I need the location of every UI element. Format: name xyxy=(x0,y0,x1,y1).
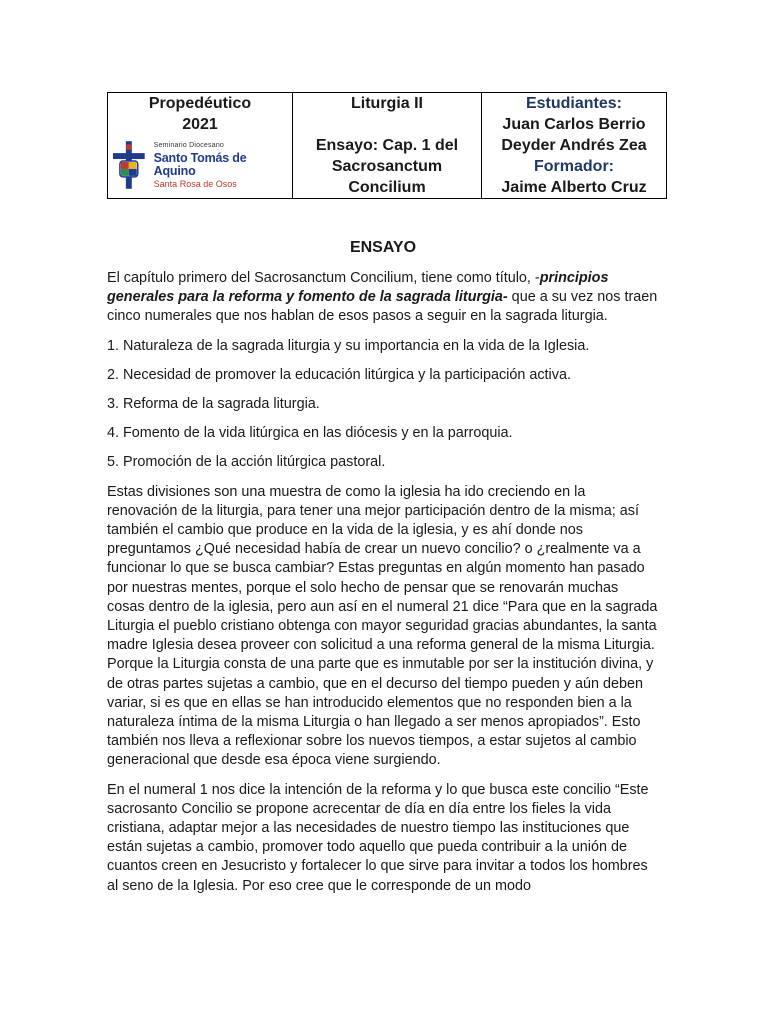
seminary-emblem-icon xyxy=(110,141,148,189)
intro-paragraph xyxy=(107,269,659,327)
header-cell-course xyxy=(108,93,293,199)
seminary-name xyxy=(154,139,290,191)
list-item: 4. Fomento de la vida litúrgica en las diócesis y en la parroquia. xyxy=(107,425,513,442)
header-cell-people xyxy=(482,93,667,199)
header-cell-subject xyxy=(293,93,482,199)
course-year: 2021 xyxy=(182,116,218,133)
list-item: 5. Promoción de la acción litúrgica pastoral. xyxy=(107,454,386,471)
course-name: Propedéutico xyxy=(148,95,252,112)
list-item: 3. Reforma de la sagrada liturgia. xyxy=(107,396,320,413)
logo-sub-text: Santa Rosa de Osos xyxy=(153,179,237,189)
body-paragraph-3: En el numeral 1 nos dice la intención de la reforma y lo que busca este concilio “Este sacrosanto Concilio se propone acrecentar de día en día entre los fieles la vida cristiana, adaptar mejor a las necesidades de nuestro tiempo las instituciones que están sujetas a cambio, promover todo aquello que pueda contribuir a la unión de cuantos creen en Jesucristo y fortalecer lo que sirve para invitar a todos los hombres al seno de la Iglesia. Por eso cree que le corresponde de un modo xyxy=(107,781,649,894)
list-item: 1. Naturaleza de la sagrada liturgia y su importancia en la vida de la Iglesia. xyxy=(107,337,590,354)
intro-text-start: El capítulo primero del Sacrosanctum Concilium, tiene como título, - xyxy=(107,270,540,286)
essay-heading: ENSAYO xyxy=(349,239,417,256)
student-1: Juan Carlos Berrio xyxy=(502,116,646,133)
seminary-logo xyxy=(110,139,290,191)
intro-text-end: que a su vez nos traen cinco numerales que nos hablan de esos pasos a seguir en la sagrada liturgia. xyxy=(107,289,658,325)
students-label: Estudiantes: xyxy=(525,95,622,112)
formador-label: Formador: xyxy=(534,158,614,175)
intro-bold-title: principios generales para la reforma y fomento de la sagrada liturgia- xyxy=(107,270,609,306)
document-page xyxy=(107,92,659,906)
essay-title-line1: Ensayo: Cap. 1 del xyxy=(315,137,459,154)
logo-main-text: Santo Tomás de Aquino xyxy=(153,151,247,178)
list-item: 2. Necesidad de promover la educación litúrgica y la participación activa. xyxy=(107,366,571,383)
body-paragraph-2: Estas divisiones son una muestra de como la iglesia ha ido creciendo en la renovación de la liturgia, para tener una mejor participación dentro de la misma; así también el cambio que produce en la vida de la iglesia, y es ahí donde nos preguntamos ¿Qué necesidad había de crear un nuevo concilio? o ¿realmente va a funcionar lo que se busca cambiar? Estas preguntas en algún momento han pasado por nuestras mentes, porque el solo hecho de pensar que se renovarán muchas cosas dentro de la iglesia, pero aun así en el numeral 21 dice “Para que en la sagrada Liturgia el pueblo cristiano obtenga con mayor seguridad gracias abundantes, la santa madre Iglesia desea proveer con solicitud a una reforma general de la misma Liturgia. Porque la Liturgia consta de una parte que es inmutable por ser la institución divina, y de otras partes sujetas a cambio, que en el decurso del tiempo pueden y aún deben variar, si es que en ellas se han introducido elementos que no responden bien a la naturaleza íntima de la misma Liturgia o han llegado a ser menos apropiados”. Esto también nos lleva a reflexionar sobre los nuevos tiempos, a estar sujetos al cambio generacional que desde esa época viene surgiendo. xyxy=(107,483,658,769)
logo-small-text: Seminario Diocesano xyxy=(153,142,225,149)
student-2: Deyder Andrés Zea xyxy=(501,137,647,154)
essay-title-line3: Concilium xyxy=(348,179,426,196)
subject-name: Liturgia II xyxy=(351,95,423,112)
formador-name: Jaime Alberto Cruz xyxy=(501,179,647,196)
essay-title-line2: Sacrosanctum xyxy=(331,158,443,175)
header-table xyxy=(107,92,667,199)
